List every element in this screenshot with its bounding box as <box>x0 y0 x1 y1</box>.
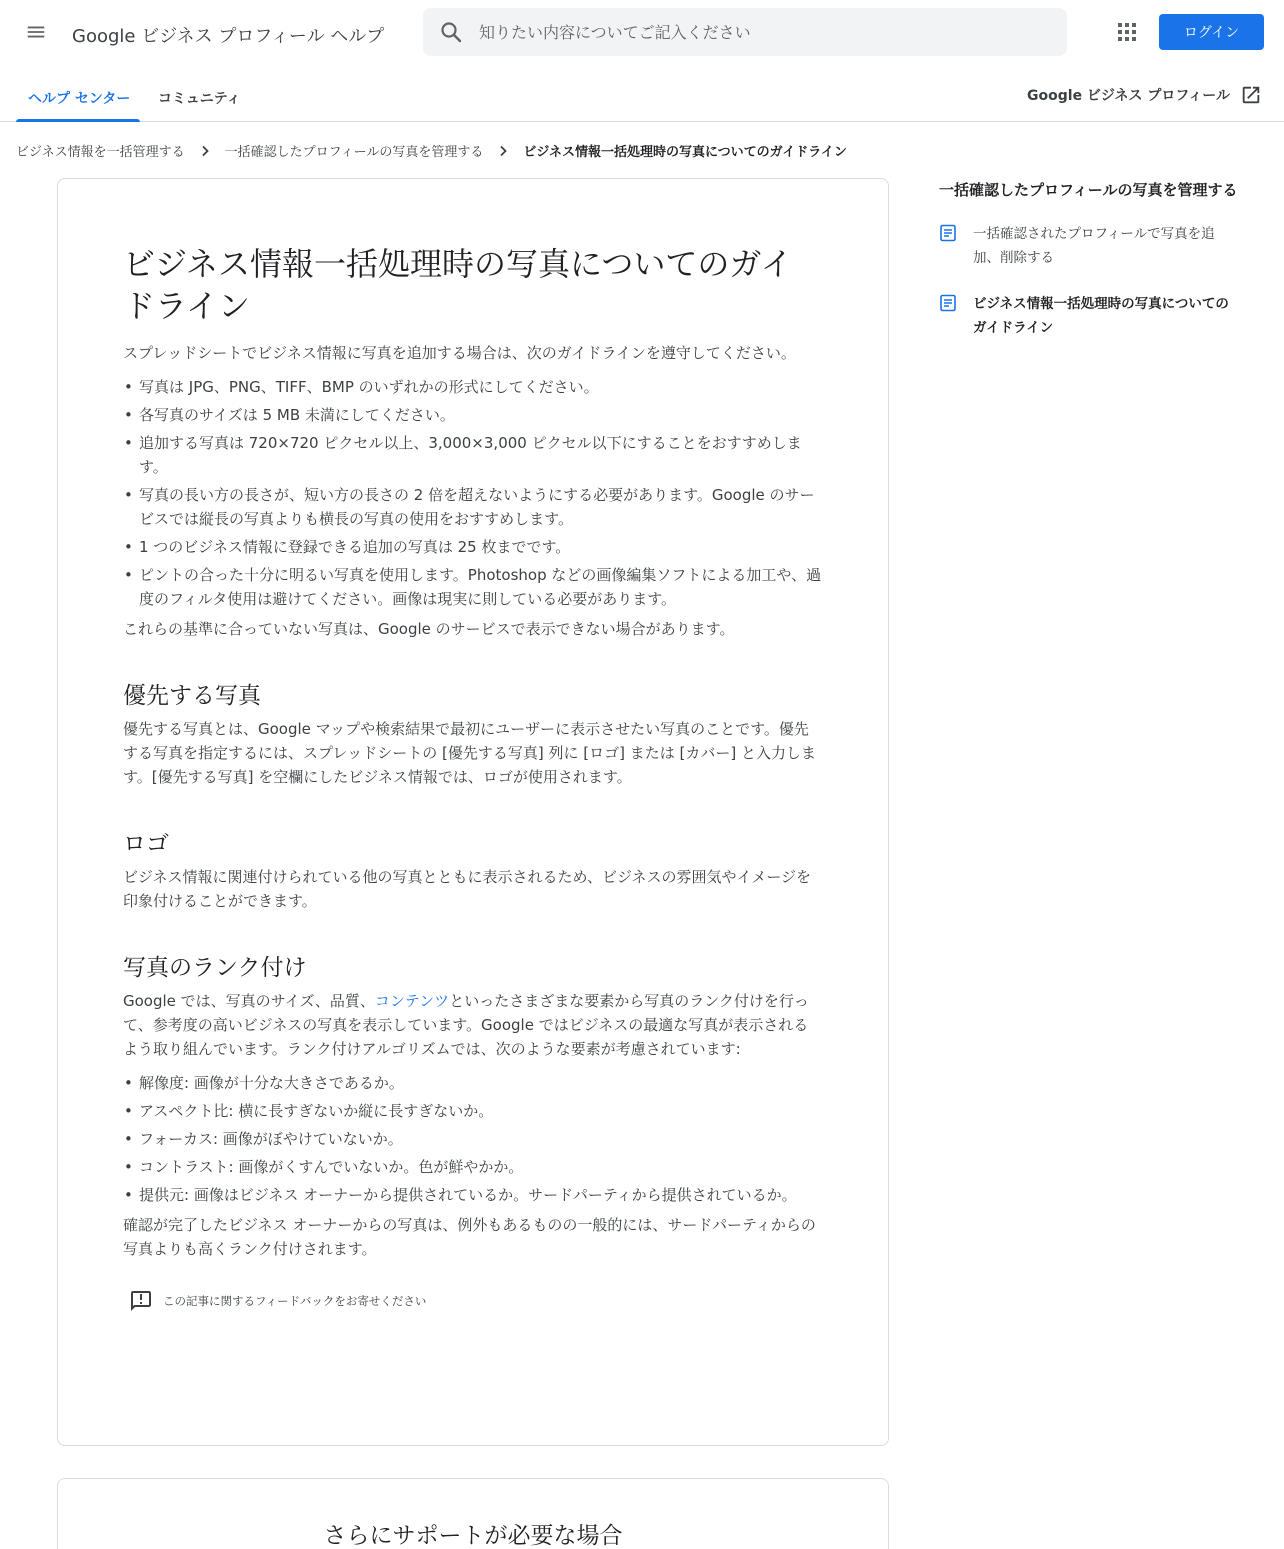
article-icon <box>939 224 957 242</box>
list-item: • 各写真のサイズは 5 MB 未満にしてください。 <box>123 403 823 427</box>
breadcrumb-link-bulk-manage[interactable]: ビジネス情報を一括管理する <box>16 145 185 160</box>
after-list-text: これらの基準に合っていない写真は、Google のサービスで表示できない場合があります。 <box>123 620 735 638</box>
priority-photo-text: 優先する写真とは、Google マップや検索結果で最初にユーザーに表示させたい写真のことです。優先する写真を指定するには、スプレッドシートの [優先する写真] 列に [ロゴ] または [カバー] と入力します。[優先する写真] を空欄にしたビジネス情報では、ロゴが使用されます。 <box>123 720 816 786</box>
google-apps-button[interactable] <box>1111 16 1143 48</box>
feedback-label: この記事に関するフィードバックをお寄せください <box>163 1294 427 1308</box>
list-item: • フォーカス: 画像がぼやけていないか。 <box>123 1127 823 1151</box>
sidebar-item-photo-guidelines[interactable] <box>939 292 1239 340</box>
list-item: • 提供元: 画像はビジネス オーナーから提供されているか。サードパーティから提供されているか。 <box>123 1183 823 1207</box>
article-icon <box>939 294 957 312</box>
guideline-list <box>123 375 823 611</box>
list-item: • アスペクト比: 横に長すぎないか縦に長すぎないか。 <box>123 1099 823 1123</box>
content-link[interactable]: コンテンツ <box>374 992 450 1010</box>
sidebar-item-label: ビジネス情報一括処理時の写真についてのガイドライン <box>973 296 1229 336</box>
support-card <box>57 1478 889 1549</box>
ranking-factor-list <box>123 1071 823 1207</box>
product-link-label: Google ビジネス プロフィール <box>1027 88 1230 104</box>
sidebar-item-label: 一括確認されたプロフィールで写真を追加、削除する <box>973 226 1215 266</box>
menu-icon <box>25 21 47 43</box>
list-item: • 写真は JPG、PNG、TIFF、BMP のいずれかの形式にしてください。 <box>123 375 823 399</box>
search-input[interactable] <box>479 8 1049 56</box>
photo-ranking-text <box>123 989 823 1061</box>
article-card <box>57 178 889 1446</box>
sidebar-item-add-remove-photos[interactable] <box>939 222 1239 270</box>
help-tabs <box>0 72 1284 122</box>
sidebar-title: 一括確認したプロフィールの写真を管理する <box>939 181 1238 199</box>
closing-text: 確認が完了したビジネス オーナーからの写真は、例外もあるものの一般的には、サードパーティからの写真よりも高くランク付けされます。 <box>123 1216 816 1258</box>
breadcrumb-link-manage-photos[interactable]: 一括確認したプロフィールの写真を管理する <box>224 145 484 160</box>
list-item: • コントラスト: 画像がくすんでいないか。色が鮮やかか。 <box>123 1155 823 1179</box>
top-bar <box>0 0 1284 64</box>
active-tab-indicator <box>16 119 140 122</box>
logo-text: ビジネス情報に関連付けられている他の写真とともに表示されるため、ビジネスの雰囲気やイメージを印象付けることができます。 <box>123 868 812 910</box>
chevron-right-icon <box>199 145 211 157</box>
priority-photo-heading: 優先する写真 <box>123 683 261 709</box>
list-item: • 写真の長い方の長さが、短い方の長さの 2 倍を超えないようにする必要があります。Google のサービスでは縦長の写真よりも横長の写真の使用をおすすめします。 <box>123 483 823 531</box>
feedback-link[interactable] <box>129 1289 823 1313</box>
ranking-text-start: Google では、写真のサイズ、品質、 <box>123 992 375 1010</box>
search-box[interactable] <box>423 8 1067 56</box>
support-title: さらにサポートが必要な場合 <box>323 1523 623 1549</box>
search-icon[interactable] <box>439 20 463 44</box>
related-articles-sidebar <box>939 178 1239 340</box>
list-item: • ピントの合った十分に明るい写真を使用します。Photoshop などの画像編集ソフトによる加工や、過度のフィルタ使用は避けてください。画像は現実に則している必要があります。 <box>123 563 823 611</box>
main-menu-button[interactable] <box>20 16 52 48</box>
open-in-new-icon <box>1240 84 1262 106</box>
product-link[interactable] <box>1027 84 1262 106</box>
ranking-text-end: といったさまざまな要素から写真のランク付けを行って、参考度の高いビジネスの写真を表示しています。Google ではビジネスの最適な写真が表示されるよう取り組んでいます。ランク付けアルゴリズムでは、次のような要素が考慮されています: <box>123 992 809 1058</box>
photo-ranking-heading: 写真のランク付け <box>123 955 307 981</box>
list-item: • 1 つのビジネス情報に登録できる追加の写真は 25 枚までです。 <box>123 535 823 559</box>
apps-grid-icon <box>1117 22 1137 42</box>
logo-heading: ロゴ <box>123 831 169 857</box>
app-title[interactable]: Google ビジネス プロフィール ヘルプ <box>72 26 385 47</box>
list-item: • 追加する写真は 720×720 ピクセル以上、3,000×3,000 ピクセル以下にすることをおすすめします。 <box>123 431 823 479</box>
tab-community[interactable]: コミュニティ <box>158 91 241 107</box>
list-item: • 解像度: 画像が十分な大きさであるか。 <box>123 1071 823 1095</box>
intro-text: スプレッドシートでビジネス情報に写真を追加する場合は、次のガイドラインを遵守してください。 <box>123 344 796 362</box>
feedback-icon <box>129 1289 153 1313</box>
tab-help-center[interactable]: ヘルプ センター <box>28 91 131 107</box>
chevron-right-icon <box>497 145 509 157</box>
article-title: ビジネス情報一括処理時の写真についてのガイドライン <box>123 245 793 325</box>
breadcrumb-current: ビジネス情報一括処理時の写真についてのガイドライン <box>523 145 847 160</box>
breadcrumb <box>16 141 847 160</box>
login-button[interactable]: ログイン <box>1159 14 1264 50</box>
